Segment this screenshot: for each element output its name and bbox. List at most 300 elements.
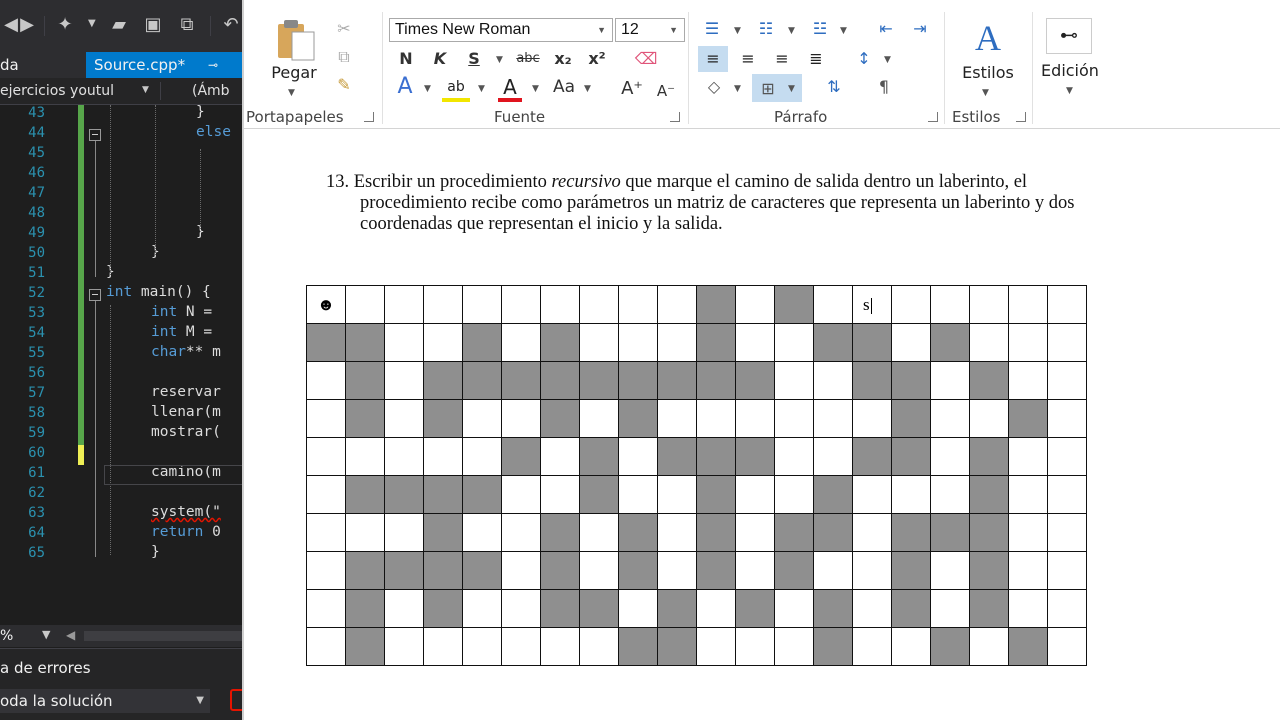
bold-button[interactable]: N <box>399 49 413 68</box>
maze-open-cell[interactable] <box>346 438 385 476</box>
maze-wall-cell[interactable] <box>814 514 853 552</box>
maze-wall-cell[interactable] <box>892 590 931 628</box>
dialog-launcher-icon[interactable] <box>364 112 374 122</box>
maze-wall-cell[interactable] <box>658 438 697 476</box>
maze-open-cell[interactable] <box>463 628 502 666</box>
maze-wall-cell[interactable] <box>463 476 502 514</box>
maze-wall-cell[interactable] <box>619 400 658 438</box>
maze-wall-cell[interactable] <box>970 514 1009 552</box>
chevron-down-icon[interactable]: ▼ <box>788 84 795 94</box>
maze-open-cell[interactable] <box>814 552 853 590</box>
undo-icon[interactable]: ↶ <box>223 14 239 35</box>
code-line[interactable]: llenar(m <box>151 404 221 420</box>
maze-open-cell[interactable] <box>619 286 658 324</box>
maze-open-cell[interactable] <box>892 324 931 362</box>
maze-open-cell[interactable] <box>970 400 1009 438</box>
maze-wall-cell[interactable] <box>853 324 892 362</box>
maze-wall-cell[interactable] <box>346 400 385 438</box>
maze-wall-cell[interactable] <box>385 476 424 514</box>
collapse-toggle-icon[interactable] <box>89 289 101 301</box>
maze-wall-cell[interactable] <box>346 628 385 666</box>
maze-wall-cell[interactable] <box>424 514 463 552</box>
maze-wall-cell[interactable] <box>424 400 463 438</box>
open-folder-icon[interactable]: ▰ <box>112 14 126 35</box>
increase-indent-icon[interactable]: ⇥ <box>913 19 927 38</box>
maze-open-cell[interactable] <box>580 400 619 438</box>
maze-open-cell[interactable] <box>385 514 424 552</box>
code-line[interactable]: } <box>151 244 160 260</box>
project-combo[interactable]: ejercicios youtul <box>0 83 115 99</box>
chevron-down-icon[interactable]: ▼ <box>788 26 795 36</box>
justify-icon[interactable]: ≣ <box>809 49 823 68</box>
maze-wall-cell[interactable] <box>658 628 697 666</box>
maze-open-cell[interactable] <box>502 286 541 324</box>
tab-source-cpp[interactable] <box>86 52 242 78</box>
maze-wall-cell[interactable] <box>697 552 736 590</box>
italic-button[interactable]: K <box>433 49 447 68</box>
maze-open-cell[interactable] <box>424 324 463 362</box>
maze-open-cell[interactable] <box>424 286 463 324</box>
maze-open-cell[interactable] <box>307 552 346 590</box>
maze-open-cell[interactable] <box>970 628 1009 666</box>
code-editor[interactable] <box>0 105 242 620</box>
chevron-down-icon[interactable]: ▼ <box>42 628 51 641</box>
maze-open-cell[interactable] <box>424 628 463 666</box>
highlight-color-icon[interactable]: ab <box>442 76 470 102</box>
nav-back-icon[interactable]: ◀ <box>4 14 18 35</box>
maze-open-cell[interactable] <box>541 628 580 666</box>
maze-open-cell[interactable] <box>814 438 853 476</box>
maze-open-cell[interactable] <box>931 286 970 324</box>
maze-open-cell[interactable] <box>775 438 814 476</box>
maze-open-cell[interactable] <box>346 286 385 324</box>
maze-open-cell[interactable] <box>892 628 931 666</box>
maze-wall-cell[interactable] <box>424 552 463 590</box>
maze-open-cell[interactable] <box>580 628 619 666</box>
maze-open-cell[interactable] <box>736 400 775 438</box>
maze-open-cell[interactable] <box>541 438 580 476</box>
maze-open-cell[interactable] <box>658 400 697 438</box>
maze-open-cell[interactable] <box>1048 552 1087 590</box>
maze-open-cell[interactable] <box>385 324 424 362</box>
maze-open-cell[interactable] <box>1009 286 1048 324</box>
maze-wall-cell[interactable] <box>931 514 970 552</box>
maze-open-cell[interactable] <box>307 476 346 514</box>
maze-open-cell[interactable] <box>658 476 697 514</box>
maze-open-cell[interactable] <box>892 476 931 514</box>
maze-wall-cell[interactable] <box>736 438 775 476</box>
maze-open-cell[interactable] <box>931 552 970 590</box>
cut-icon[interactable]: ✂ <box>337 19 351 38</box>
maze-open-cell[interactable] <box>736 476 775 514</box>
maze-open-cell[interactable] <box>814 362 853 400</box>
chevron-down-icon[interactable]: ▼ <box>734 26 741 36</box>
editing-button[interactable]: Edición <box>1041 61 1099 80</box>
font-color-icon[interactable]: A <box>498 76 522 102</box>
maze-wall-cell[interactable] <box>658 362 697 400</box>
maze-open-cell[interactable] <box>1048 324 1087 362</box>
maze-wall-cell[interactable] <box>697 514 736 552</box>
maze-open-cell[interactable] <box>853 514 892 552</box>
maze-open-cell[interactable] <box>502 514 541 552</box>
align-left-icon[interactable]: ≡ <box>706 49 720 68</box>
code-line[interactable]: camino(m <box>151 464 221 480</box>
maze-open-cell[interactable] <box>541 476 580 514</box>
new-project-icon[interactable]: ✦ <box>57 14 73 35</box>
code-line[interactable]: system(" <box>151 504 221 520</box>
maze-open-cell[interactable] <box>385 438 424 476</box>
shading-icon[interactable]: ◇ <box>707 77 721 96</box>
strikethrough-button[interactable]: abc <box>516 51 540 66</box>
maze-open-cell[interactable] <box>775 476 814 514</box>
maze-open-cell[interactable] <box>658 324 697 362</box>
paste-icon[interactable] <box>272 18 320 62</box>
maze-wall-cell[interactable] <box>775 514 814 552</box>
maze-wall-cell[interactable] <box>424 476 463 514</box>
maze-open-cell[interactable] <box>463 286 502 324</box>
format-painter-icon[interactable]: ✎ <box>337 75 351 94</box>
maze-open-cell[interactable] <box>385 362 424 400</box>
maze-open-cell[interactable] <box>1009 590 1048 628</box>
maze-open-cell[interactable] <box>853 400 892 438</box>
maze-open-cell[interactable] <box>1048 476 1087 514</box>
underline-button[interactable]: S <box>468 49 480 68</box>
maze-open-cell[interactable] <box>892 286 931 324</box>
maze-wall-cell[interactable] <box>424 590 463 628</box>
maze-wall-cell[interactable] <box>892 438 931 476</box>
maze-open-cell[interactable] <box>385 628 424 666</box>
code-line[interactable]: } <box>196 104 205 120</box>
maze-wall-cell[interactable] <box>1009 400 1048 438</box>
dialog-launcher-icon[interactable] <box>670 112 680 122</box>
maze-open-cell[interactable] <box>307 514 346 552</box>
decrease-indent-icon[interactable]: ⇤ <box>879 19 893 38</box>
dialog-launcher-icon[interactable] <box>928 112 938 122</box>
maze-open-cell[interactable] <box>697 400 736 438</box>
maze-wall-cell[interactable] <box>970 552 1009 590</box>
sort-icon[interactable]: ⇅ <box>827 77 841 96</box>
text-effects-icon[interactable]: A <box>397 74 413 99</box>
show-formatting-button[interactable]: ¶ <box>878 77 890 96</box>
maze-wall-cell[interactable] <box>580 590 619 628</box>
maze-wall-cell[interactable] <box>970 362 1009 400</box>
code-line[interactable]: } <box>196 224 205 240</box>
maze-open-cell[interactable] <box>502 590 541 628</box>
tab-partial[interactable]: da <box>0 56 19 74</box>
maze-wall-cell[interactable] <box>346 552 385 590</box>
chevron-down-icon[interactable]: ▼ <box>532 84 539 94</box>
maze-wall-cell[interactable] <box>775 286 814 324</box>
maze-wall-cell[interactable] <box>892 514 931 552</box>
chevron-down-icon[interactable]: ▼ <box>496 55 503 65</box>
maze-wall-cell[interactable] <box>424 362 463 400</box>
maze-open-cell[interactable] <box>1048 286 1087 324</box>
maze-wall-cell[interactable] <box>931 628 970 666</box>
maze-open-cell[interactable] <box>736 552 775 590</box>
maze-open-cell[interactable] <box>853 476 892 514</box>
maze-wall-cell[interactable] <box>580 438 619 476</box>
maze-open-cell[interactable] <box>307 590 346 628</box>
maze-open-cell[interactable] <box>307 400 346 438</box>
code-line[interactable] <box>106 284 211 300</box>
paste-button[interactable]: Pegar <box>271 63 317 82</box>
save-all-icon[interactable]: ⧉ <box>180 14 194 35</box>
maze-wall-cell[interactable] <box>580 362 619 400</box>
maze-open-cell[interactable] <box>736 514 775 552</box>
maze-wall-cell[interactable] <box>892 362 931 400</box>
editor-horizontal-scrollbar[interactable] <box>0 625 242 647</box>
maze-wall-cell[interactable] <box>970 476 1009 514</box>
maze-open-cell[interactable] <box>1009 552 1048 590</box>
maze-wall-cell[interactable] <box>346 590 385 628</box>
maze-open-cell[interactable] <box>736 628 775 666</box>
maze-wall-cell[interactable] <box>970 438 1009 476</box>
chevron-down-icon[interactable]: ▼ <box>478 84 485 94</box>
maze-wall-cell[interactable] <box>346 476 385 514</box>
maze-open-cell[interactable] <box>775 324 814 362</box>
clear-formatting-icon[interactable]: ⌫ <box>634 49 658 68</box>
maze-wall-cell[interactable] <box>931 324 970 362</box>
chevron-down-icon[interactable]: ▼ <box>982 88 989 98</box>
maze-open-cell[interactable] <box>697 628 736 666</box>
maze-open-cell[interactable] <box>1009 514 1048 552</box>
chevron-down-icon[interactable]: ▼ <box>424 84 431 94</box>
maze-open-cell[interactable] <box>658 514 697 552</box>
maze-open-cell[interactable] <box>580 286 619 324</box>
maze-wall-cell[interactable] <box>814 628 853 666</box>
maze-open-cell[interactable] <box>1048 514 1087 552</box>
maze-open-cell[interactable] <box>463 514 502 552</box>
maze-wall-cell[interactable] <box>541 552 580 590</box>
maze-open-cell[interactable] <box>1048 590 1087 628</box>
error-scope-dropdown[interactable] <box>0 689 210 713</box>
maze-open-cell[interactable] <box>931 400 970 438</box>
maze-open-cell[interactable] <box>619 438 658 476</box>
maze-open-cell[interactable] <box>1009 362 1048 400</box>
font-size-select[interactable] <box>615 18 685 42</box>
maze-grid[interactable] <box>306 285 1087 666</box>
maze-wall-cell[interactable] <box>463 552 502 590</box>
maze-open-cell[interactable] <box>931 362 970 400</box>
maze-open-cell[interactable] <box>502 552 541 590</box>
maze-wall-cell[interactable] <box>853 438 892 476</box>
shrink-font-icon[interactable]: A⁻ <box>656 82 676 100</box>
maze-wall-cell[interactable] <box>619 514 658 552</box>
maze-wall-cell[interactable] <box>541 514 580 552</box>
code-line[interactable]: reservar <box>151 384 221 400</box>
maze-open-cell[interactable] <box>1009 476 1048 514</box>
save-icon[interactable]: ▣ <box>144 14 162 35</box>
maze-open-cell[interactable] <box>385 286 424 324</box>
maze-open-cell[interactable] <box>1048 628 1087 666</box>
maze-open-cell[interactable] <box>775 628 814 666</box>
maze-open-cell[interactable] <box>970 324 1009 362</box>
maze-open-cell[interactable] <box>502 628 541 666</box>
maze-wall-cell[interactable] <box>892 552 931 590</box>
pin-icon[interactable]: ⊸ <box>208 58 219 72</box>
borders-icon[interactable]: ⊞ <box>761 79 775 98</box>
maze-open-cell[interactable] <box>424 438 463 476</box>
code-line[interactable]: } <box>151 544 160 560</box>
maze-open-cell[interactable] <box>1048 438 1087 476</box>
multilevel-list-icon[interactable]: ☳ <box>812 19 828 38</box>
code-line[interactable] <box>151 304 212 320</box>
maze-exit-cell[interactable] <box>853 286 892 324</box>
word-window <box>242 0 1280 720</box>
chevron-down-icon[interactable]: ▼ <box>584 84 591 94</box>
maze-open-cell[interactable] <box>502 324 541 362</box>
collapse-toggle-icon[interactable] <box>89 129 101 141</box>
maze-open-cell[interactable] <box>1048 400 1087 438</box>
maze-wall-cell[interactable] <box>541 590 580 628</box>
error-list-panel <box>0 648 242 720</box>
maze-open-cell[interactable] <box>385 590 424 628</box>
code-line[interactable] <box>151 344 221 360</box>
maze-open-cell[interactable] <box>619 324 658 362</box>
maze-wall-cell[interactable] <box>502 438 541 476</box>
maze-open-cell[interactable] <box>853 628 892 666</box>
maze-wall-cell[interactable] <box>697 286 736 324</box>
maze-wall-cell[interactable] <box>736 362 775 400</box>
change-case-button[interactable]: Aa <box>552 77 576 97</box>
maze-wall-cell[interactable] <box>658 590 697 628</box>
subscript-button[interactable]: x₂ <box>554 49 572 68</box>
maze-wall-cell[interactable] <box>346 362 385 400</box>
maze-wall-cell[interactable] <box>814 590 853 628</box>
maze-open-cell[interactable] <box>775 590 814 628</box>
maze-wall-cell[interactable] <box>697 362 736 400</box>
maze-wall-cell[interactable] <box>580 476 619 514</box>
binoculars-icon[interactable]: ⊷ <box>1046 18 1092 54</box>
maze-open-cell[interactable] <box>853 552 892 590</box>
maze-open-cell[interactable] <box>931 476 970 514</box>
maze-wall-cell[interactable] <box>619 552 658 590</box>
maze-wall-cell[interactable] <box>697 476 736 514</box>
nav-forward-icon[interactable]: ▶ <box>20 14 34 35</box>
code-line[interactable]: else <box>196 124 231 140</box>
chevron-down-icon[interactable]: ▼ <box>288 88 295 98</box>
code-line[interactable] <box>151 324 212 340</box>
maze-wall-cell[interactable] <box>1009 628 1048 666</box>
maze-open-cell[interactable] <box>541 286 580 324</box>
superscript-button[interactable]: x² <box>588 49 606 68</box>
line-spacing-icon[interactable]: ↕ <box>857 49 871 68</box>
maze-wall-cell[interactable] <box>541 362 580 400</box>
maze-open-cell[interactable] <box>580 552 619 590</box>
maze-open-cell[interactable] <box>307 362 346 400</box>
maze-open-cell[interactable] <box>775 362 814 400</box>
maze-open-cell[interactable] <box>502 400 541 438</box>
maze-wall-cell[interactable] <box>853 362 892 400</box>
maze-wall-cell[interactable] <box>463 324 502 362</box>
styles-button[interactable]: Estilos <box>962 63 1014 82</box>
maze-open-cell[interactable] <box>580 514 619 552</box>
bullets-icon[interactable]: ☰ <box>704 19 720 38</box>
maze-open-cell[interactable] <box>931 590 970 628</box>
chevron-down-icon[interactable]: ▼ <box>142 85 149 95</box>
maze-open-cell[interactable] <box>463 590 502 628</box>
maze-wall-cell[interactable] <box>541 400 580 438</box>
maze-open-cell[interactable] <box>307 628 346 666</box>
zoom-level[interactable]: % <box>0 628 14 644</box>
maze-open-cell[interactable] <box>463 438 502 476</box>
maze-wall-cell[interactable] <box>697 438 736 476</box>
maze-wall-cell[interactable] <box>970 590 1009 628</box>
maze-wall-cell[interactable] <box>307 324 346 362</box>
chevron-down-icon[interactable]: ▼ <box>88 18 96 29</box>
maze-wall-cell[interactable] <box>385 552 424 590</box>
maze-wall-cell[interactable] <box>541 324 580 362</box>
maze-open-cell[interactable] <box>502 476 541 514</box>
maze-open-cell[interactable] <box>853 590 892 628</box>
maze-start-cell[interactable] <box>307 286 346 324</box>
maze-open-cell[interactable] <box>463 400 502 438</box>
code-line[interactable] <box>151 524 221 540</box>
maze-wall-cell[interactable] <box>697 324 736 362</box>
scroll-left-icon[interactable]: ◀ <box>66 628 76 642</box>
maze-wall-cell[interactable] <box>775 552 814 590</box>
maze-open-cell[interactable] <box>346 514 385 552</box>
maze-open-cell[interactable] <box>619 476 658 514</box>
maze-open-cell[interactable] <box>736 286 775 324</box>
maze-open-cell[interactable] <box>580 324 619 362</box>
maze-wall-cell[interactable] <box>346 324 385 362</box>
maze-wall-cell[interactable] <box>463 362 502 400</box>
maze-wall-cell[interactable] <box>502 362 541 400</box>
copy-icon[interactable]: ⧉ <box>338 47 350 66</box>
maze-open-cell[interactable] <box>814 400 853 438</box>
align-right-icon[interactable]: ≡ <box>775 49 789 68</box>
maze-open-cell[interactable] <box>697 590 736 628</box>
grow-font-icon[interactable]: A⁺ <box>621 78 643 99</box>
maze-wall-cell[interactable] <box>736 590 775 628</box>
error-icon[interactable] <box>230 689 242 711</box>
maze-open-cell[interactable] <box>658 286 697 324</box>
exit-marker: s <box>863 294 870 314</box>
numbering-icon[interactable]: ☷ <box>758 19 774 38</box>
maze-wall-cell[interactable] <box>619 628 658 666</box>
code-line[interactable]: mostrar( <box>151 424 221 440</box>
scrollbar-thumb[interactable] <box>84 631 242 641</box>
maze-wall-cell[interactable] <box>619 362 658 400</box>
chevron-down-icon[interactable]: ▼ <box>840 26 847 36</box>
maze-open-cell[interactable] <box>1048 362 1087 400</box>
maze-wall-cell[interactable] <box>814 324 853 362</box>
maze-open-cell[interactable] <box>385 400 424 438</box>
chevron-down-icon[interactable]: ▼ <box>1066 86 1073 96</box>
maze-open-cell[interactable] <box>1009 324 1048 362</box>
maze-open-cell[interactable] <box>619 590 658 628</box>
chevron-down-icon[interactable]: ▼ <box>884 55 891 65</box>
maze-open-cell[interactable] <box>307 438 346 476</box>
maze-open-cell[interactable] <box>775 400 814 438</box>
maze-open-cell[interactable] <box>814 286 853 324</box>
font-family-select[interactable] <box>389 18 613 42</box>
align-center-icon[interactable]: ≡ <box>741 49 755 68</box>
dialog-launcher-icon[interactable] <box>1016 112 1026 122</box>
maze-open-cell[interactable] <box>970 286 1009 324</box>
scope-combo[interactable]: (Ámb <box>192 83 230 99</box>
styles-icon[interactable]: A <box>975 18 1001 58</box>
maze-open-cell[interactable] <box>658 552 697 590</box>
code-line[interactable]: } <box>106 264 115 280</box>
maze-wall-cell[interactable] <box>892 400 931 438</box>
maze-wall-cell[interactable] <box>814 476 853 514</box>
maze-open-cell[interactable] <box>931 438 970 476</box>
maze-open-cell[interactable] <box>1009 438 1048 476</box>
chevron-down-icon[interactable]: ▼ <box>734 84 741 94</box>
maze-open-cell[interactable] <box>736 324 775 362</box>
